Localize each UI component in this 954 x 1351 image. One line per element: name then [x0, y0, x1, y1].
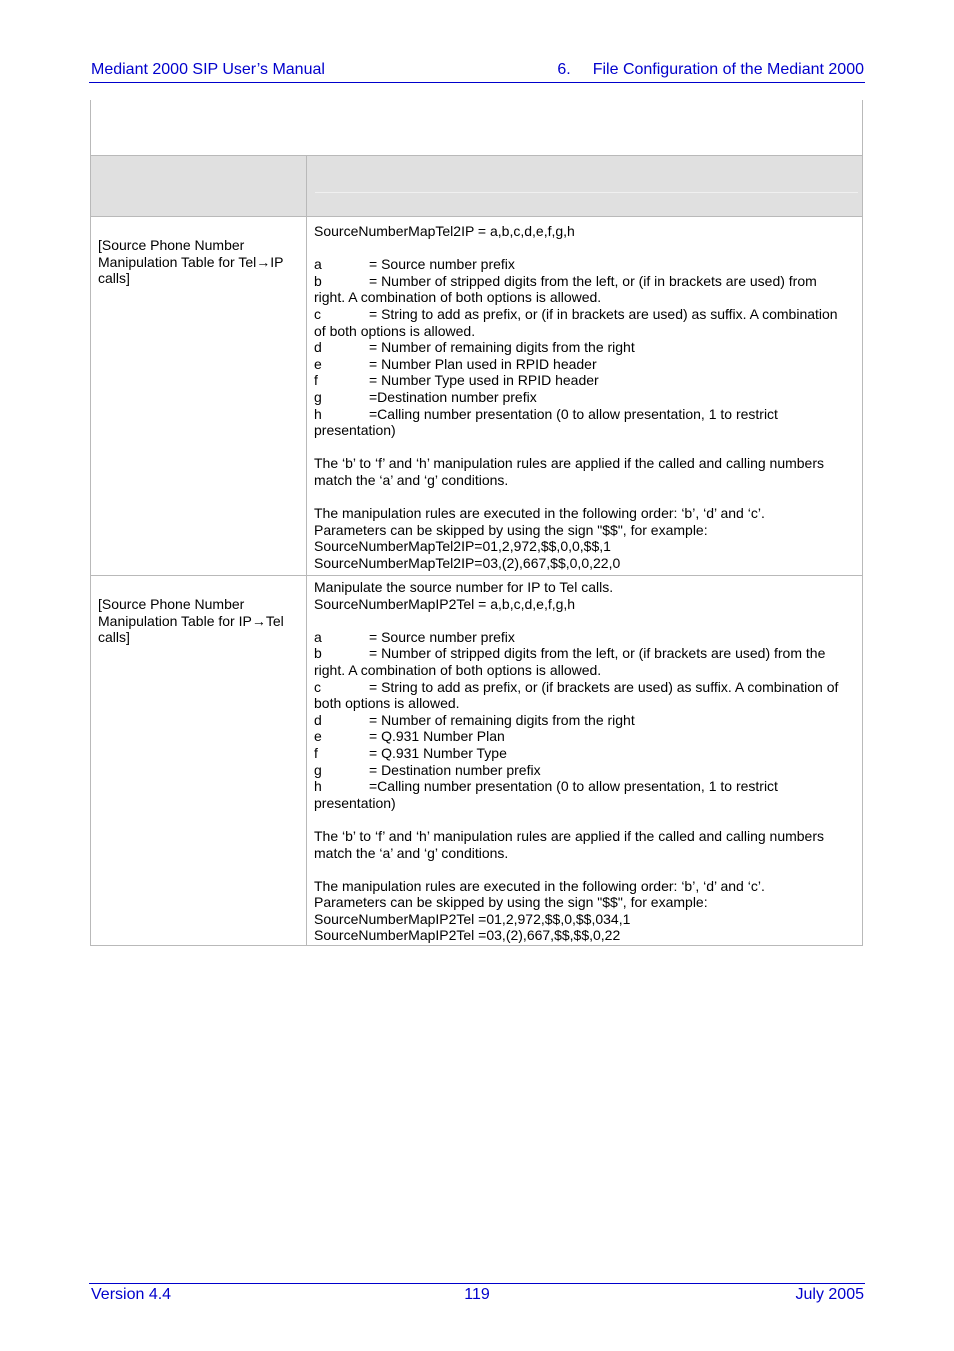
- parameter-name: [Source Phone Number Manipulation Table for IP→Tel calls]: [98, 596, 284, 646]
- parameter-name-cell: [90, 575, 307, 946]
- param-continuation: presentation): [314, 422, 396, 439]
- example-line: SourceNumberMapIP2Tel =03,(2),667,$$,$$,0,22: [314, 927, 621, 944]
- version-label: Version 4.4: [91, 1286, 172, 1303]
- param-continuation: both options is allowed.: [314, 695, 460, 712]
- order-note: The manipulation rules are executed in the following order: ‘b’, ‘d’ and ‘c’.: [314, 877, 765, 894]
- page-number: 119: [464, 1286, 490, 1303]
- param-line: d = Number of remaining digits from the right: [314, 339, 635, 356]
- param-line: f = Number Type used in RPID header: [314, 372, 599, 389]
- chapter-title: [557, 61, 864, 79]
- param-line: b = Number of stripped digits from the left, or (if in brackets are used) from: [314, 272, 817, 289]
- param-line: f = Q.931 Number Type: [314, 744, 507, 761]
- param-line: a = Source number prefix: [314, 256, 515, 273]
- param-line: d = Number of remaining digits from the right: [314, 711, 635, 728]
- parameter-description: [314, 579, 859, 944]
- parameter-description-cell: [306, 575, 863, 946]
- manual-title: Mediant 2000 SIP User’s Manual: [91, 61, 325, 78]
- parameter-name: [Source Phone Number Manipulation Table for Tel→IP calls]: [98, 237, 284, 287]
- param-line: c = String to add as prefix, or (if brackets are used) as suffix. A combination of: [314, 678, 839, 695]
- header-rule: [89, 82, 865, 83]
- parameter-description-cell: [306, 216, 863, 576]
- param-line: c = String to add as prefix, or (if in brackets are used) as suffix. A combination: [314, 305, 838, 322]
- example-line: SourceNumberMapIP2Tel =01,2,972,$$,0,$$,034,1: [314, 910, 631, 927]
- parameter-table: [90, 100, 863, 946]
- parameter-description: [314, 223, 859, 571]
- parameter-name-cell: [90, 216, 307, 576]
- table-header-row: [90, 155, 863, 217]
- param-line: a = Source number prefix: [314, 628, 515, 645]
- footer-rule: [89, 1283, 865, 1284]
- rule-note: The ‘b’ to ‘f’ and ‘h’ manipulation rules are applied if the called and calling numbers match the ‘a’ and ‘g’ conditions.: [314, 455, 824, 488]
- skip-note: Parameters can be skipped by using the sign "$$", for example:: [314, 521, 708, 538]
- header-cell-parameter: [90, 155, 307, 217]
- header-cell-description: [306, 155, 863, 217]
- table-row: [90, 575, 863, 946]
- syntax-line: SourceNumberMapTel2IP = a,b,c,d,e,f,g,h: [314, 223, 575, 239]
- param-continuation: of both options is allowed.: [314, 322, 476, 339]
- param-line: g =Destination number prefix: [314, 388, 537, 405]
- publication-date: July 2005: [795, 1286, 864, 1303]
- param-line: b = Number of stripped digits from the left, or (if brackets are used) from the: [314, 645, 826, 662]
- rule-note: The ‘b’ to ‘f’ and ‘h’ manipulation rules are applied if the called and calling numbers match the ‘a’ and ‘g’ conditions.: [314, 827, 824, 861]
- param-line: g = Destination number prefix: [314, 761, 541, 778]
- table-top-blank: [90, 100, 863, 155]
- param-line: e = Q.931 Number Plan: [314, 728, 505, 745]
- param-continuation: right. A combination of both options is allowed.: [314, 289, 602, 306]
- param-continuation: right. A combination of both options is allowed.: [314, 661, 602, 678]
- syntax-line: SourceNumberMapIP2Tel = a,b,c,d,e,f,g,h: [314, 595, 576, 612]
- param-line: h =Calling number presentation (0 to allow presentation, 1 to restrict: [314, 405, 778, 422]
- chapter-name: File Configuration of the Mediant 2000: [592, 61, 864, 78]
- table-row: [90, 216, 863, 576]
- intro-line: Manipulate the source number for IP to Tel calls.: [314, 579, 614, 595]
- param-line: h =Calling number presentation (0 to allow presentation, 1 to restrict: [314, 778, 778, 795]
- param-line: e = Number Plan used in RPID header: [314, 355, 597, 372]
- order-note: The manipulation rules are executed in the following order: ‘b’, ‘d’ and ‘c’.: [314, 505, 765, 522]
- example-line: SourceNumberMapTel2IP=01,2,972,$$,0,0,$$,1: [314, 538, 611, 555]
- param-continuation: presentation): [314, 794, 396, 811]
- skip-note: Parameters can be skipped by using the sign "$$", for example:: [314, 894, 708, 911]
- example-line: SourceNumberMapTel2IP=03,(2),667,$$,0,0,22,0: [314, 554, 621, 571]
- chapter-number: 6.: [557, 61, 571, 78]
